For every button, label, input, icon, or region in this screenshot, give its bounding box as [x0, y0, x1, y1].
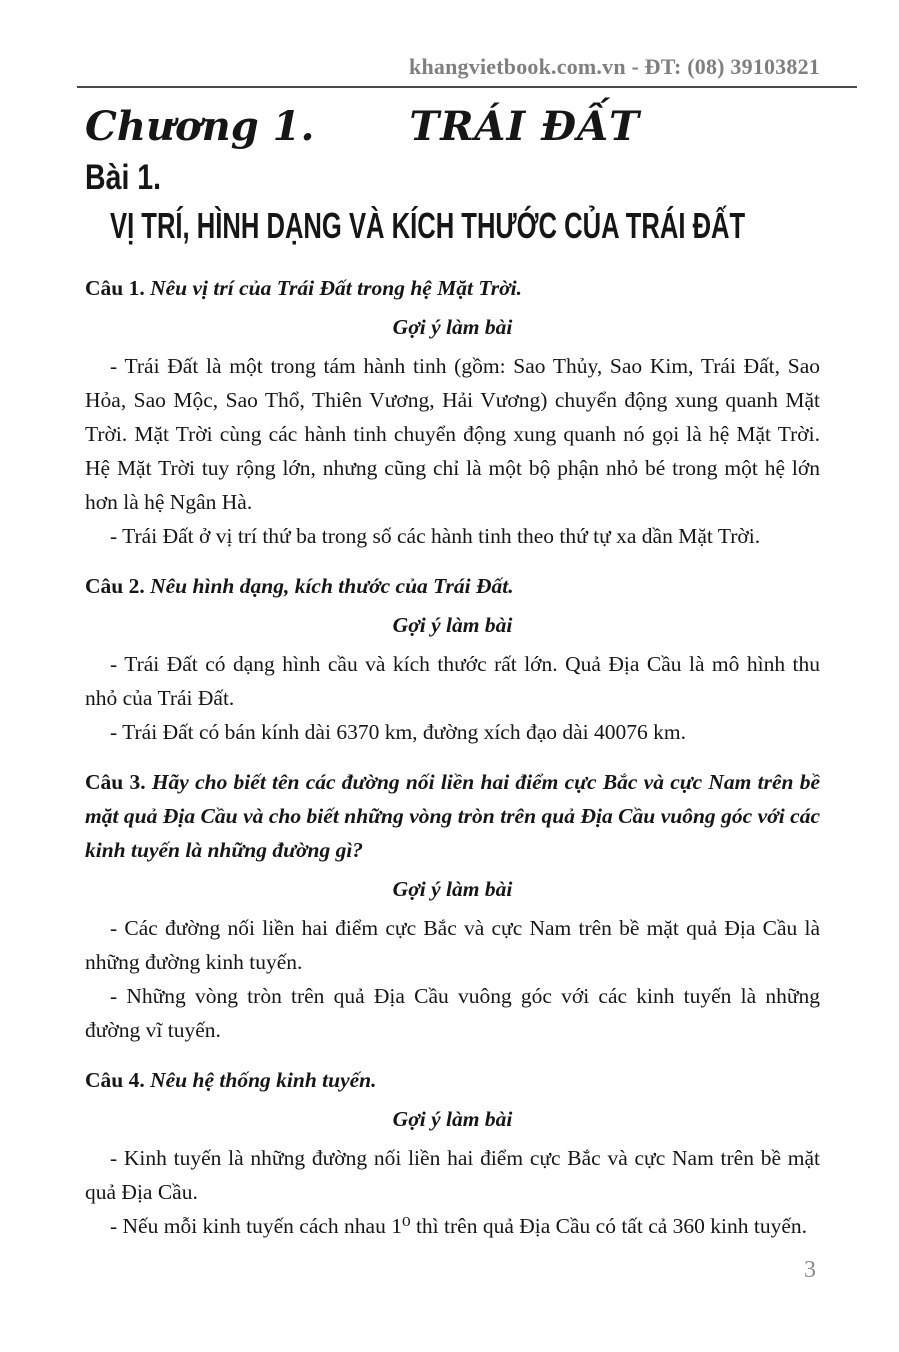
answer-paragraph: - Trái Đất ở vị trí thứ ba trong số các hành tinh theo thứ tự xa dần Mặt Trời.: [110, 524, 761, 548]
answer-paragraph: - Kinh tuyến là những đường nối liền hai điểm cực Bắc và cực Nam trên bề mặt quả Địa Cầu.: [85, 1146, 820, 1204]
answer-paragraph: - Các đường nối liền hai điểm cực Bắc và cực Nam trên bề mặt quả Địa Cầu là những đường kinh tuyến.: [85, 916, 820, 974]
chapter-label: Chương 1.: [85, 103, 315, 150]
question-heading: [85, 765, 820, 867]
question-block-1: [85, 271, 820, 553]
hint-label: Gợi ý làm bài: [392, 877, 513, 901]
header-site-text: khangvietbook.com.vn - ĐT: (08) 39103821: [409, 54, 820, 79]
lesson-label-row: [85, 156, 820, 204]
answer-paragraph: - Những vòng tròn trên quả Địa Cầu vuông góc với các kinh tuyến là những đường vĩ tuyến.: [85, 984, 820, 1042]
question-block-3: [85, 765, 820, 1047]
page-header: [85, 54, 820, 88]
lesson-label: Bài 1.: [85, 156, 162, 197]
question-text: Nêu hệ thống kinh tuyến.: [150, 1068, 377, 1092]
question-label: Câu 4.: [85, 1068, 145, 1092]
question-text: Hãy cho biết tên các đường nối liền hai điểm cực Bắc và cực Nam trên bề mặt quả Địa Cầu và cho biết những vòng tròn trên quả Địa Cầu vuông góc với các kinh tuyến là những đường gì?: [85, 770, 821, 862]
hint-label: Gợi ý làm bài: [392, 1107, 513, 1131]
question-heading: [85, 1063, 820, 1097]
header-rule: [77, 86, 857, 88]
question-label: Câu 2.: [85, 574, 145, 598]
page-number: 3: [804, 1257, 816, 1283]
question-label: Câu 1.: [85, 276, 145, 300]
chapter-heading: [85, 102, 820, 152]
question-heading: [85, 569, 820, 603]
answer-paragraph: - Trái Đất có dạng hình cầu và kích thước rất lớn. Quả Địa Cầu là mô hình thu nhỏ của Trái Đất.: [85, 652, 820, 710]
answer-paragraph: - Nếu mỗi kinh tuyến cách nhau 1⁰ thì trên quả Địa Cầu có tất cả 360 kinh tuyến.: [110, 1214, 808, 1238]
question-block-4: [85, 1063, 820, 1243]
question-heading: [85, 271, 820, 305]
hint-label: Gợi ý làm bài: [392, 315, 513, 339]
question-block-2: [85, 569, 820, 749]
chapter-title: TRÁI ĐẤT: [409, 103, 640, 150]
question-text: Nêu hình dạng, kích thước của Trái Đất.: [150, 574, 514, 598]
lesson-title: VỊ TRÍ, HÌNH DẠNG VÀ KÍCH THƯỚC CỦA TRÁI ĐẤT: [110, 205, 746, 246]
answer-paragraph: - Trái Đất có bán kính dài 6370 km, đường xích đạo dài 40076 km.: [110, 720, 686, 744]
question-text: Nêu vị trí của Trái Đất trong hệ Mặt Trời.: [150, 276, 522, 300]
answer-paragraph: - Trái Đất là một trong tám hành tinh (gồm: Sao Thủy, Sao Kim, Trái Đất, Sao Hỏa, Sao Mộc, Sao Thổ, Thiên Vương, Hải Vương) chuyển động xung quanh Mặt Trời. Mặt Trời cùng các hành tinh chuyển động xung quanh nó gọi là hệ Mặt Trời. Hệ Mặt Trời tuy rộng lớn, nhưng cũng chỉ là một bộ phận nhỏ bé trong một hệ lớn hơn là hệ Ngân Hà.: [85, 354, 820, 514]
lesson-title-row: [85, 205, 820, 255]
hint-label: Gợi ý làm bài: [392, 613, 513, 637]
question-label: Câu 3.: [85, 770, 146, 794]
